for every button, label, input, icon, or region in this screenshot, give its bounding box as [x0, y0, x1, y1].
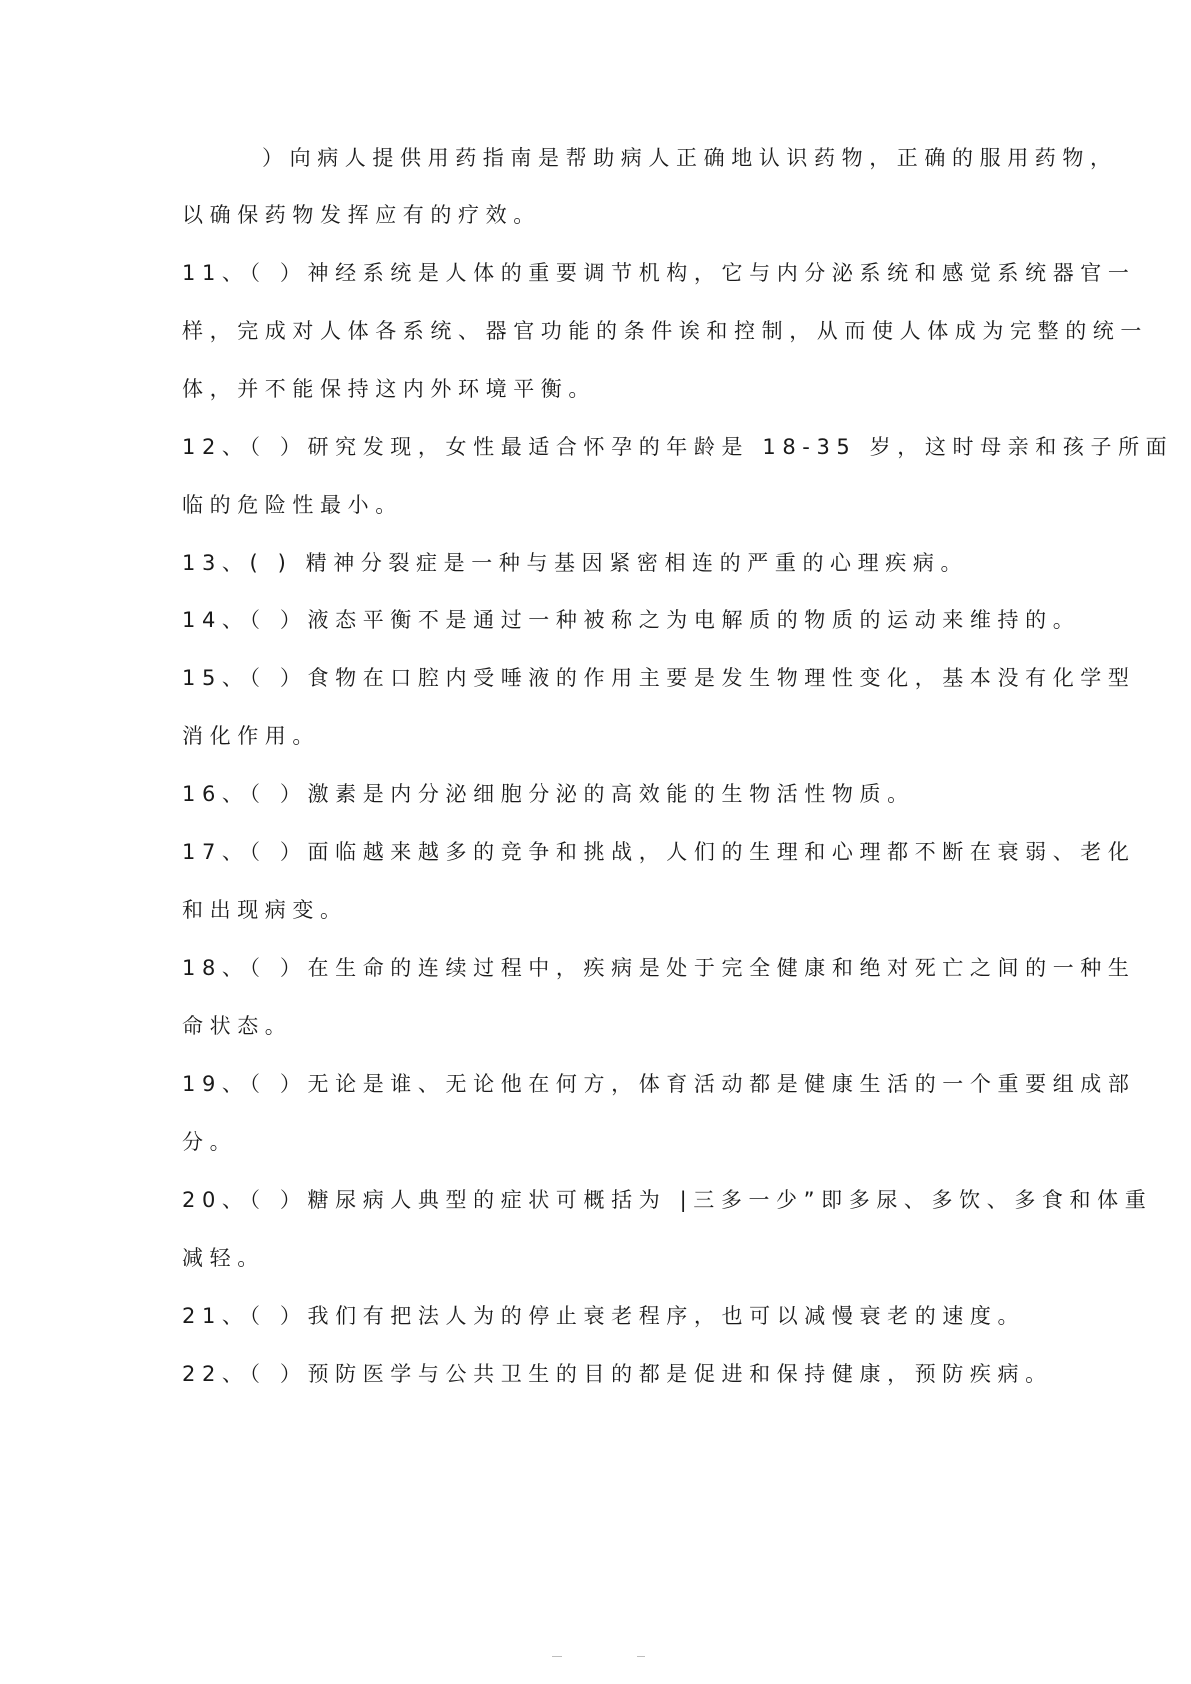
text-line: 13、( ) 精神分裂症是一种与基因紧密相连的严重的心理疾病。: [182, 551, 969, 575]
text-line: ）向病人提供用药指南是帮助病人正确地认识药物，正确的服用药物，: [262, 146, 1118, 170]
text-line: 19、（ ）无论是谁、无论他在何方，体育活动都是健康生活的一个重要组成部: [182, 1072, 1136, 1096]
text-line: 22、（ ）预防医学与公共卫生的目的都是促进和保持健康，预防疾病。: [182, 1362, 1053, 1386]
text-line: 14、（ ）液态平衡不是通过一种被称之为电解质的物质的运动来维持的。: [182, 608, 1081, 632]
text-line: 20、（ ）糖尿病人典型的症状可概括为 |三多一少”即多尿、多饮、多食和体重: [182, 1188, 1153, 1212]
text-line: 减轻。: [182, 1246, 265, 1270]
text-line: 18、（ ）在生命的连续过程中，疾病是处于完全健康和绝对死亡之间的一种生: [182, 956, 1136, 980]
text-line: 17、（ ）面临越来越多的竞争和挑战，人们的生理和心理都不断在衰弱、老化: [182, 840, 1136, 864]
text-line: 11、（ ）神经系统是人体的重要调节机构，它与内分泌系统和感觉系统器官一: [182, 261, 1136, 285]
text-line: 21、（ ）我们有把法人为的停止衰老程序，也可以减慢衰老的速度。: [182, 1304, 1026, 1328]
footer-mark: [637, 1656, 645, 1657]
text-line: 16、（ ）激素是内分泌细胞分泌的高效能的生物活性物质。: [182, 782, 915, 806]
text-line: 临的危险性最小。: [182, 493, 403, 517]
text-line: 和出现病变。: [182, 898, 348, 922]
text-line: 消化作用。: [182, 724, 320, 748]
text-line: 命状态。: [182, 1014, 293, 1038]
text-line: 体，并不能保持这内外环境平衡。: [182, 377, 596, 401]
text-line: 以确保药物发挥应有的疗效。: [182, 203, 541, 227]
text-line: 12、（ ）研究发现，女性最适合怀孕的年龄是 18-35 岁，这时母亲和孩子所面: [182, 435, 1174, 459]
text-line: 分。: [182, 1130, 238, 1154]
footer-mark: [552, 1656, 562, 1657]
text-line: 样，完成对人体各系统、器官功能的条件诶和控制，从而使人体成为完整的统一: [182, 319, 1148, 343]
text-line: 15、（ ）食物在口腔内受唾液的作用主要是发生物理性变化，基本没有化学型: [182, 666, 1136, 690]
